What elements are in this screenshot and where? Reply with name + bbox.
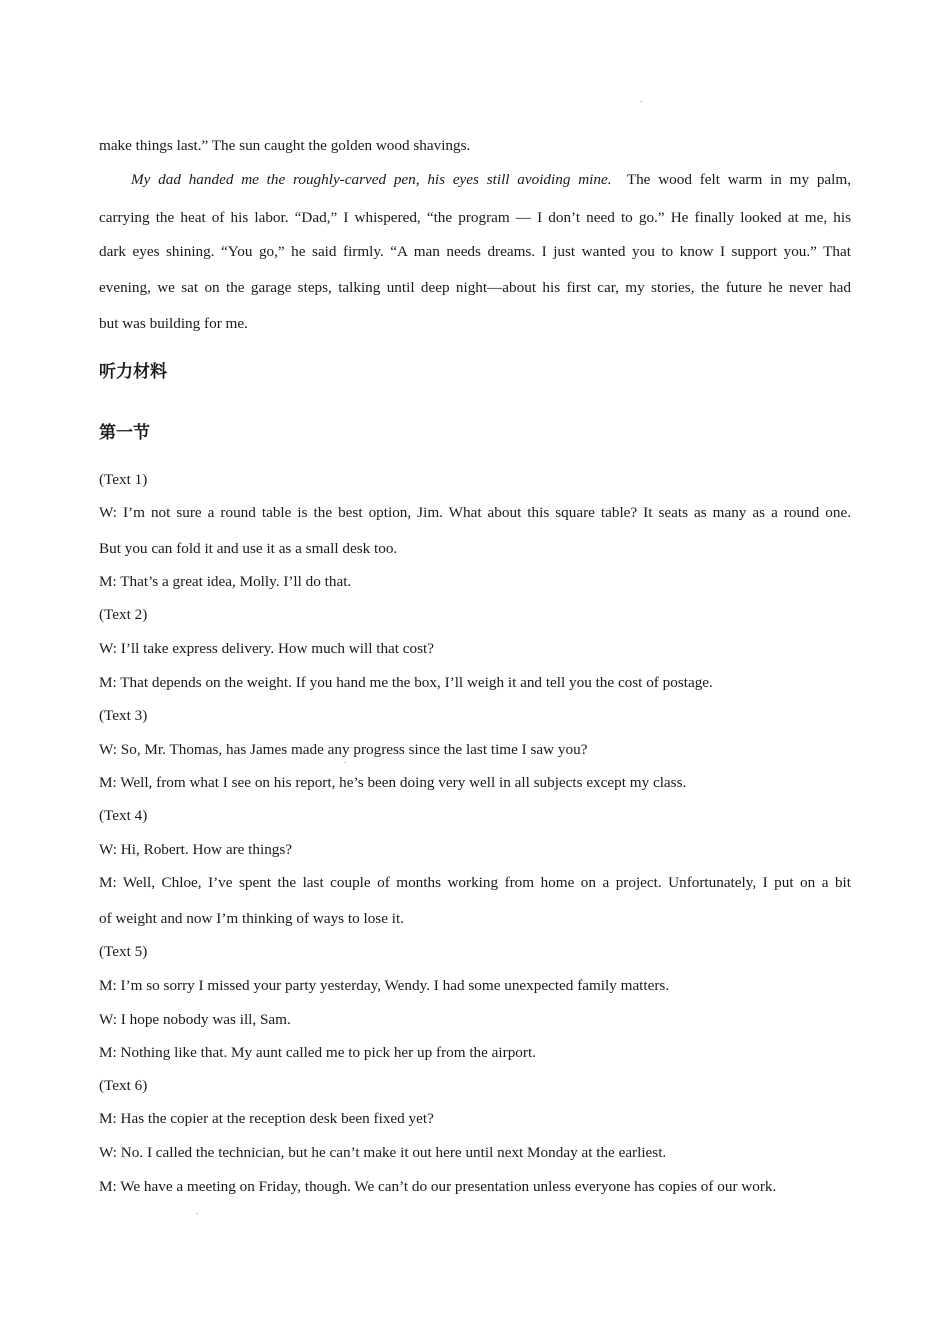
dialogue-line: W: Hi, Robert. How are things? bbox=[99, 841, 293, 858]
dialogue-line: M: That depends on the weight. If you hand me the box, I’ll weigh it and tell you the cost of postage. bbox=[99, 674, 713, 691]
text-label: (Text 1) bbox=[99, 471, 148, 488]
dialogue-line: M: I’m so sorry I missed your party yesterday, Wendy. I had some unexpected family matters. bbox=[99, 977, 670, 994]
scan-speck bbox=[640, 101, 642, 102]
dialogue-line: M: Nothing like that. My aunt called me to pick her up from the airport. bbox=[99, 1044, 536, 1061]
dialogue-line: M: That’s a great idea, Molly. I’ll do that. bbox=[99, 573, 352, 590]
dialogue-line: W: I’ll take express delivery. How much will that cost? bbox=[99, 640, 435, 657]
dialogue-line: W: So, Mr. Thomas, has James made any progress since the last time I saw you? bbox=[99, 741, 588, 758]
story-italic-sentence: My dad handed me the roughly-carved pen, his eyes still avoiding mine. bbox=[131, 171, 612, 188]
story-line: but was building for me. bbox=[99, 315, 248, 332]
dialogue-line: of weight and now I’m thinking of ways to lose it. bbox=[99, 910, 404, 927]
dialogue-line: But you can fold it and use it as a small desk too. bbox=[99, 540, 398, 557]
text-label: (Text 6) bbox=[99, 1077, 148, 1094]
dialogue-line: M: Has the copier at the reception desk been fixed yet? bbox=[99, 1110, 434, 1127]
story-line: carrying the heat of his labor. “Dad,” I whispered, “the program — I don’t need to go.” He finally looked at me, his bbox=[99, 209, 851, 226]
dialogue-line: M: Well, Chloe, I’ve spent the last couple of months working from home on a project. Unfortunately, I put on a bit bbox=[99, 874, 851, 891]
dialogue-line: M: We have a meeting on Friday, though. We can’t do our presentation unless everyone has copies of our work. bbox=[99, 1178, 777, 1195]
dialogue-line: W: I’m not sure a round table is the best option, Jim. What about this square table? It seats as many as a round one. bbox=[99, 504, 851, 521]
story-line: evening, we sat on the garage steps, talking until deep night—about his first car, my stories, the future he never had bbox=[99, 279, 851, 296]
scan-speck bbox=[196, 1213, 198, 1214]
dialogue-line: W: No. I called the technician, but he can’t make it out here until next Monday at the earliest. bbox=[99, 1144, 667, 1161]
text-label: (Text 2) bbox=[99, 606, 148, 623]
text-label: (Text 3) bbox=[99, 707, 148, 724]
dialogue-line: W: I hope nobody was ill, Sam. bbox=[99, 1011, 291, 1028]
story-line-rest: The wood felt warm in my palm, bbox=[626, 171, 851, 188]
heading-section-one: 第一节 bbox=[99, 423, 150, 443]
scan-speck bbox=[344, 761, 346, 763]
story-line bbox=[131, 170, 851, 190]
dialogue-line: M: Well, from what I see on his report, he’s been doing very well in all subjects except my class. bbox=[99, 774, 687, 791]
heading-listening-material: 听力材料 bbox=[99, 362, 167, 382]
text-label: (Text 5) bbox=[99, 943, 148, 960]
story-line: make things last.” The sun caught the golden wood shavings. bbox=[99, 137, 471, 154]
text-label: (Text 4) bbox=[99, 807, 148, 824]
story-line: dark eyes shining. “You go,” he said firmly. “A man needs dreams. I just wanted you to know I support you.” That bbox=[99, 243, 851, 260]
